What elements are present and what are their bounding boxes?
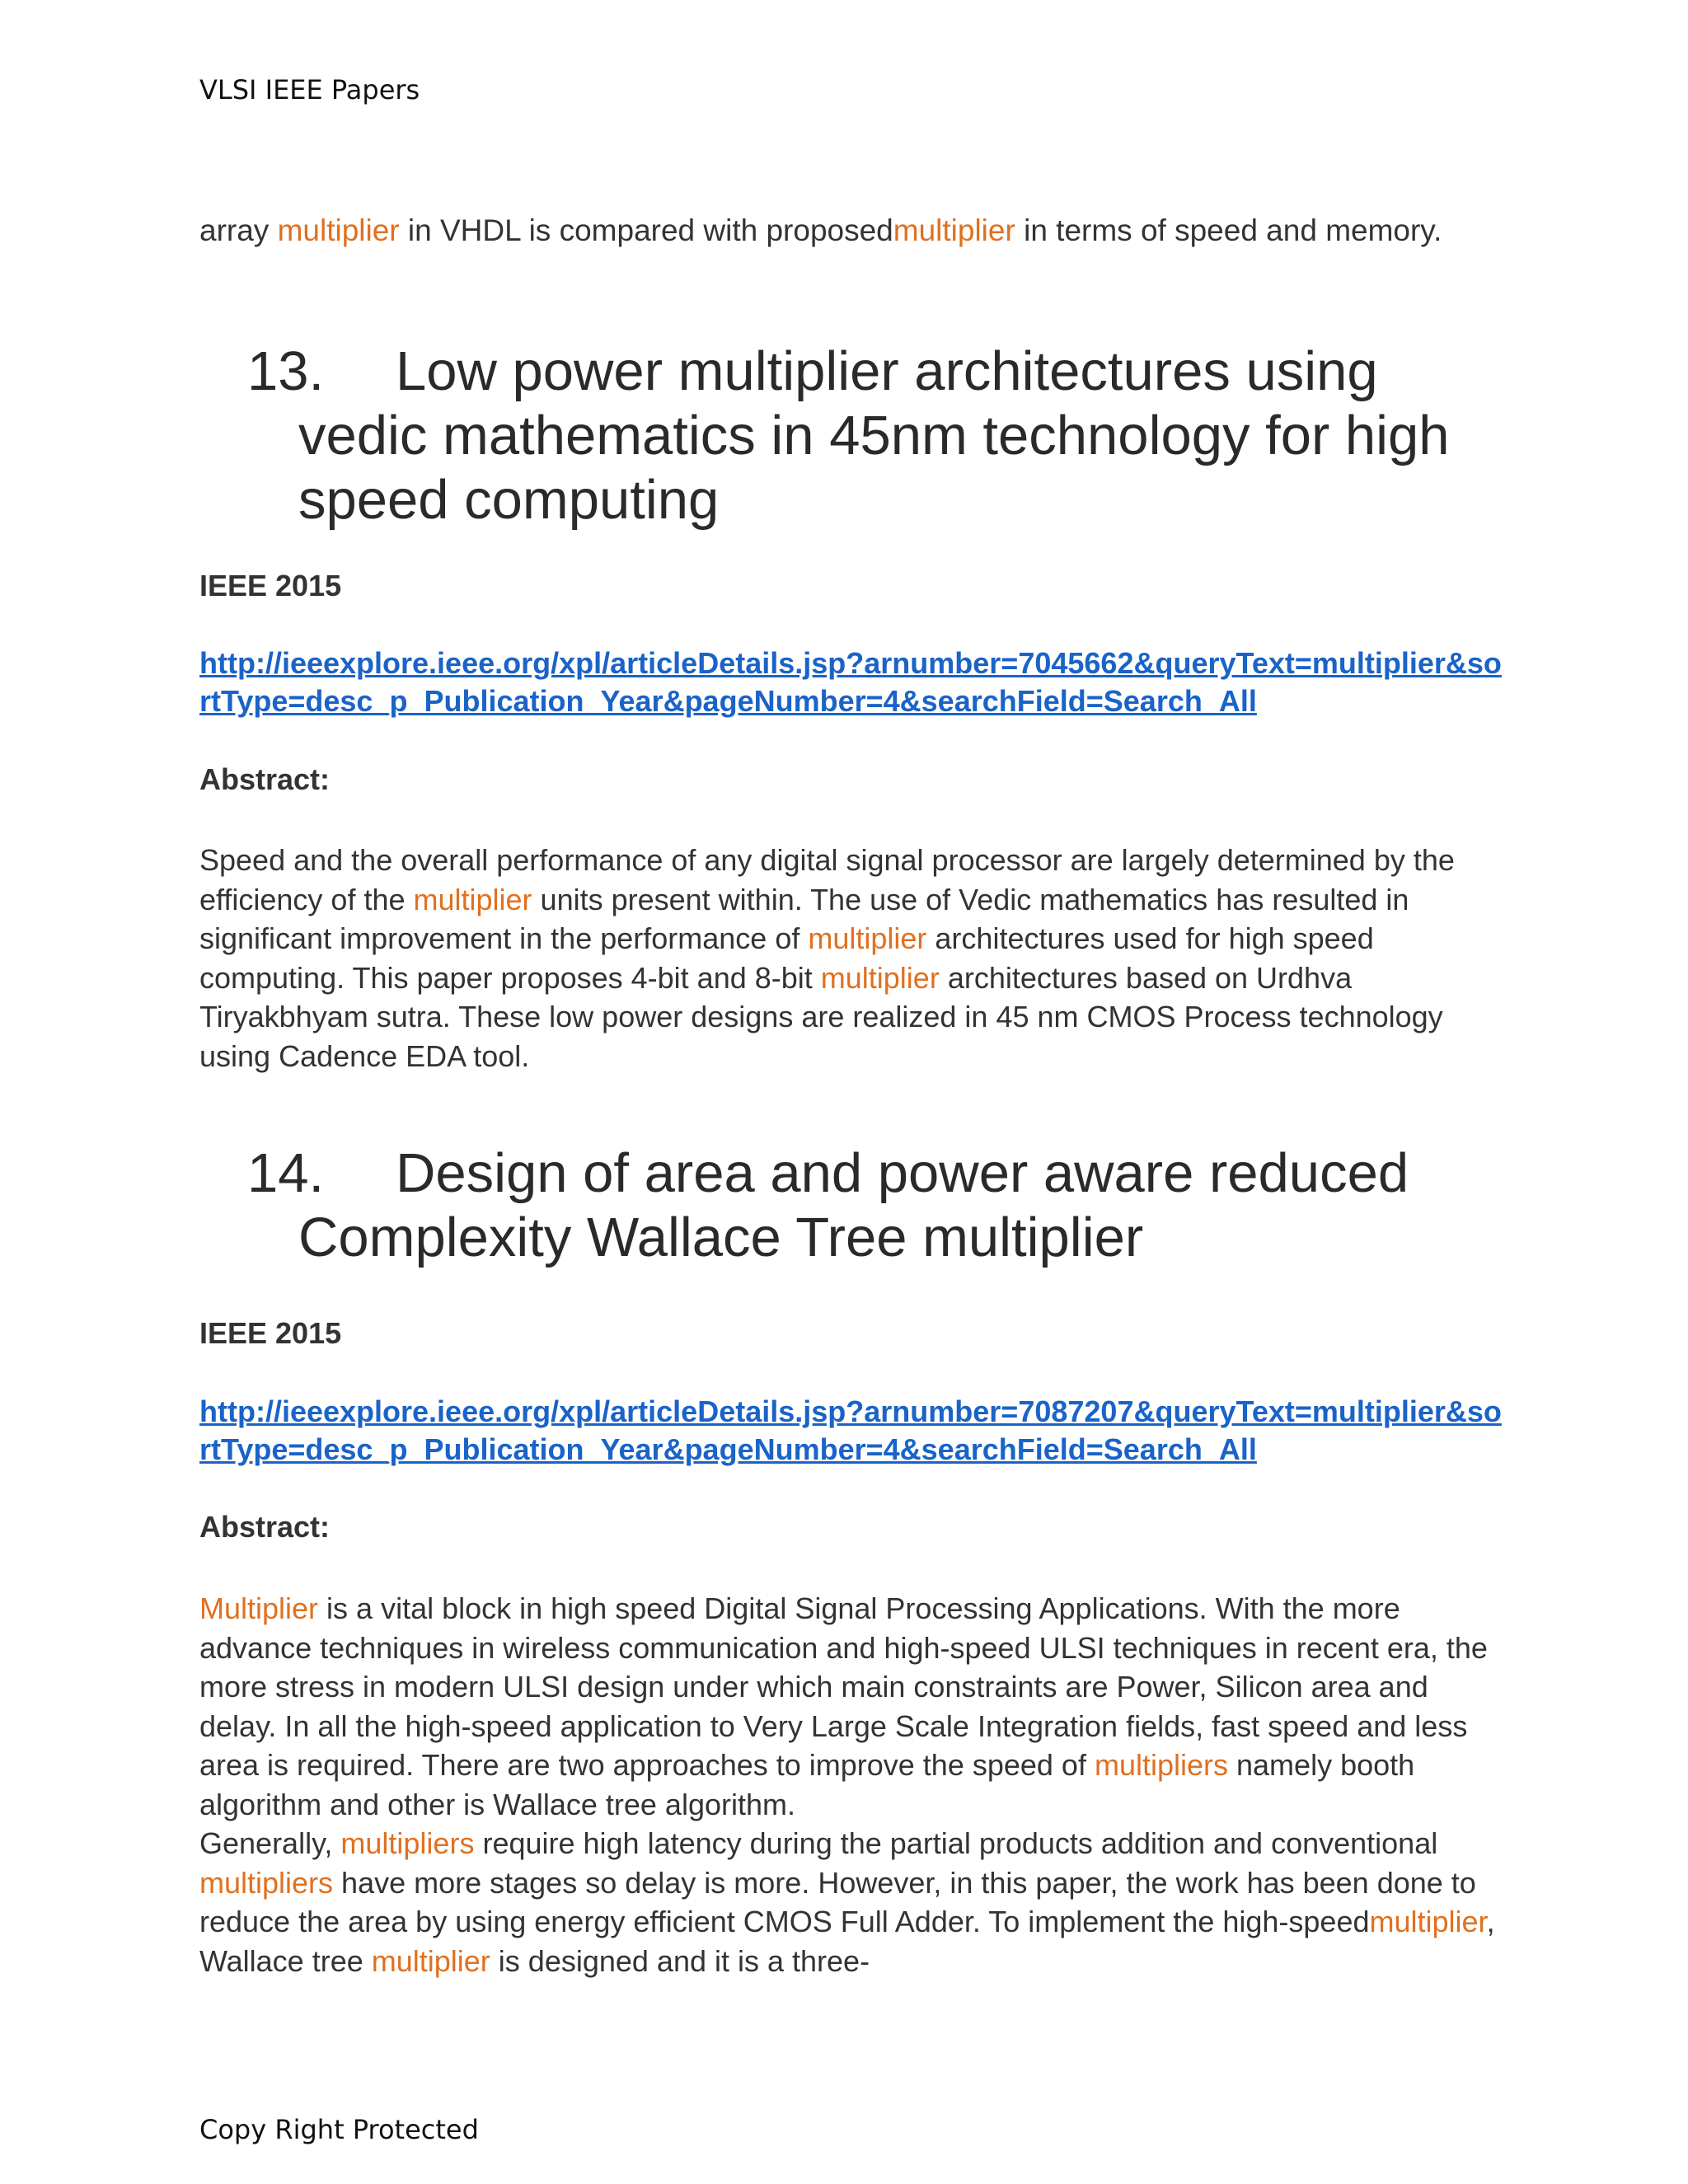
keyword-highlight: multiplier [277, 213, 400, 247]
abstract-text: is a vital block in high speed Digital Signal Processing Applications. With the more advance techniques in wireless communication and high-speed ULSI techniques in recent era, the more stress in modern ULSI design under which main constraints are Power, Silicon area and delay. In all the high-speed application to Very Large Scale Integration fields, fast speed and less area is required. There are two approaches to improve the speed of [199, 1591, 1488, 1782]
abstract-paragraph [199, 1589, 1502, 1980]
keyword-highlight: multiplier [820, 960, 940, 995]
intro-text: in VHDL is compared with proposed [399, 213, 893, 247]
title-line: Complexity Wallace Tree multiplier [298, 1207, 1144, 1268]
abstract-text: require high latency during the partial products addition and conventional [474, 1826, 1438, 1860]
keyword-highlight: multiplier [808, 921, 927, 955]
abstract-paragraph [199, 841, 1502, 1076]
abstract-text: units present within. The use of Vedic mathematics has resulted in significant improvement in the performance of [199, 882, 1409, 955]
abstract-text: , Wallace tree [199, 1905, 1495, 1978]
publication-year: IEEE 2015 [199, 1316, 342, 1350]
section-title [247, 1141, 1533, 1270]
keyword-highlight: Multiplier [199, 1591, 319, 1625]
abstract-label: Abstract: [199, 1510, 331, 1544]
abstract-text: Speed and the overall performance of any digital signal processor are largely determined by the efficiency of the [199, 843, 1455, 916]
abstract-text: architectures used for high speed computing. This paper proposes 4-bit and 8-bit [199, 921, 1374, 995]
abstract-text: have more stages so delay is more. However, in this paper, the work has been done to reduce the area by using energy efficient CMOS Full Adder. To implement the high-speed [199, 1865, 1476, 1938]
title-line: speed computing [298, 469, 720, 531]
publication-year: IEEE 2015 [199, 569, 342, 602]
title-line: Design of area and power aware reduced [396, 1142, 1409, 1204]
keyword-highlight: multiplier [893, 213, 1015, 247]
section-title [247, 340, 1533, 532]
article-link[interactable]: http://ieeexplore.ieee.org/xpl/articleDetails.jsp?arnumber=7087207&queryText=multiplier&sortType=desc_p_Publication_Year&pageNumber=4&searchField=Search_All [199, 1394, 1502, 1466]
keyword-highlight: multipliers [340, 1826, 475, 1860]
intro-text: array [199, 213, 278, 247]
keyword-highlight: multipliers [199, 1865, 334, 1900]
section-number: 14. [247, 1142, 325, 1204]
section-number: 13. [247, 340, 325, 402]
title-line: Low power multiplier architectures using [396, 340, 1378, 402]
abstract-label: Abstract: [199, 762, 331, 796]
keyword-highlight: multiplier [371, 1943, 490, 1978]
abstract-text: namely booth algorithm and other is Wallace tree algorithm. [199, 1748, 1415, 1821]
abstract-text: Generally, [199, 1826, 341, 1860]
title-line: vedic mathematics in 45nm technology for high [298, 405, 1450, 466]
abstract-text: architectures based on Urdhva Tiryakbhyam sutra. These low power designs are realized in 45 nm CMOS Process technology using Cadence EDA tool. [199, 960, 1443, 1073]
article-link[interactable]: http://ieeexplore.ieee.org/xpl/articleDetails.jsp?arnumber=7045662&queryText=multiplier&sortType=desc_p_Publication_Year&pageNumber=4&searchField=Search_All [199, 646, 1502, 718]
keyword-highlight: multiplier [1369, 1905, 1487, 1938]
keyword-highlight: multiplier [413, 882, 532, 916]
keyword-highlight: multipliers [1094, 1748, 1229, 1782]
abstract-text: is designed and it is a three- [490, 1943, 870, 1978]
page-footer: Copy Right Protected [199, 2114, 479, 2145]
page-header: VLSI IEEE Papers [199, 74, 420, 105]
intro-paragraph [199, 206, 1485, 255]
intro-text: in terms of speed and memory. [1015, 213, 1442, 247]
